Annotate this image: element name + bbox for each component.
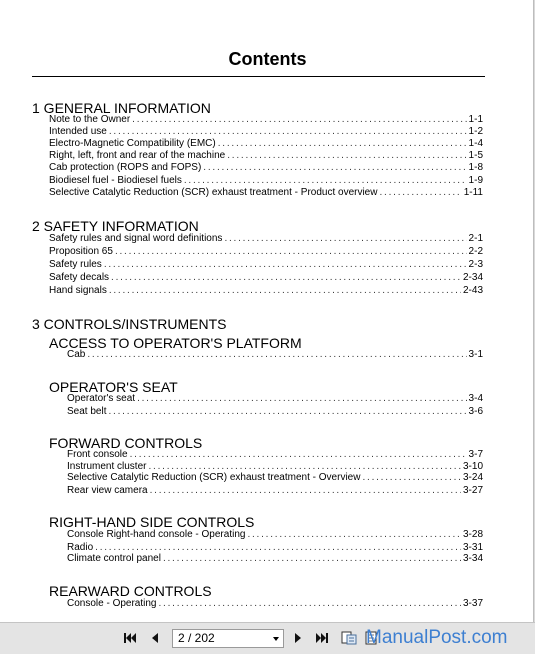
toc-entry-label: Safety rules: [49, 259, 102, 270]
section-heading: 1 GENERAL INFORMATION: [32, 100, 211, 116]
toc-entry[interactable]: [49, 285, 483, 297]
fit-page-icon[interactable]: [341, 631, 357, 645]
toc-entry[interactable]: [49, 233, 483, 245]
contents-title: Contents: [228, 49, 307, 69]
toc-entry[interactable]: [49, 259, 483, 271]
page-selector[interactable]: [172, 629, 284, 648]
toc-entry-page: 1-1: [468, 114, 483, 125]
last-page-icon[interactable]: [314, 631, 330, 645]
toc-entry-page: 3-7: [468, 449, 483, 460]
toc-entry-page: 3-24: [462, 472, 483, 483]
toc-entry-label: Cab: [67, 349, 86, 360]
toc-entry-label: Hand signals: [49, 285, 107, 296]
toc-entry-label: Intended use: [49, 126, 107, 137]
toc-entry[interactable]: [67, 393, 483, 405]
toc-entry-label: Rear view camera: [67, 485, 148, 496]
toc-entry[interactable]: [67, 598, 483, 610]
toc-entry-label: Climate control panel: [67, 553, 161, 564]
toc-entry-label: Operator's seat: [67, 393, 136, 404]
toc-entry-page: 3-1: [468, 349, 483, 360]
toc-entry-page: 2-2: [468, 246, 483, 257]
toc-entry-page: 2-43: [462, 285, 483, 296]
toc-entry[interactable]: [67, 529, 483, 541]
toc-entry-page: 1-5: [468, 150, 483, 161]
toc-entry-page: 1-9: [468, 175, 483, 186]
subsection-heading: FORWARD CONTROLS: [49, 435, 203, 451]
toc-entry[interactable]: [49, 175, 483, 187]
toc-entry-page: 2-1: [468, 233, 483, 244]
toc-entry-label: Right, left, front and rear of the machine: [49, 150, 226, 161]
toc-entry[interactable]: [67, 472, 483, 484]
previous-page-icon[interactable]: [147, 631, 163, 645]
toc-entry-label: Safety rules and signal word definitions: [49, 233, 223, 244]
toc-entry-label: Console - Operating: [67, 598, 157, 609]
toc-entry-page: 3-27: [462, 485, 483, 496]
toc-entry-page: 2-3: [468, 259, 483, 270]
section-heading: 3 CONTROLS/INSTRUMENTS: [32, 316, 227, 332]
toc-entry[interactable]: [49, 150, 483, 162]
toc-entry[interactable]: [49, 187, 483, 199]
toc-entry[interactable]: [49, 162, 483, 174]
toc-entry-label: Front console: [67, 449, 128, 460]
toc-entry[interactable]: [49, 126, 483, 138]
toc-entry-label: Selective Catalytic Reduction (SCR) exhaust treatment - Overview: [67, 472, 361, 483]
first-page-icon[interactable]: [122, 631, 138, 645]
toc-entry[interactable]: [49, 246, 483, 258]
toc-entry-page: 3-34: [462, 553, 483, 564]
toc-entry-label: Proposition 65: [49, 246, 113, 257]
toc-entry-page: 1-2: [468, 126, 483, 137]
toc-entry-label: Instrument cluster: [67, 461, 147, 472]
toc-entry-page: 3-31: [462, 542, 483, 553]
toc-entry-page: 1-8: [468, 162, 483, 173]
chevron-down-icon: [273, 637, 279, 641]
section-heading: 2 SAFETY INFORMATION: [32, 218, 199, 234]
title-rule: [32, 76, 485, 77]
page-indicator: 2 / 202: [178, 631, 215, 645]
subsection-heading: REARWARD CONTROLS: [49, 583, 212, 599]
toc-entry-label: Console Right-hand console - Operating: [67, 529, 246, 540]
toc-entry[interactable]: [67, 406, 483, 418]
toc-entry-label: Radio: [67, 542, 94, 553]
toc-entry-page: 3-6: [468, 406, 483, 417]
subsection-heading: RIGHT-HAND SIDE CONTROLS: [49, 514, 255, 530]
toc-entry-page: 2-34: [462, 272, 483, 283]
toc-entry[interactable]: [67, 485, 483, 497]
toc-entry-label: Note to the Owner: [49, 114, 131, 125]
subsection-heading: OPERATOR'S SEAT: [49, 379, 178, 395]
toc-entry-page: 1-4: [468, 138, 483, 149]
toc-entry[interactable]: [67, 349, 483, 361]
toc-entry-label: Selective Catalytic Reduction (SCR) exhaust treatment - Product overview: [49, 187, 378, 198]
toc-entry[interactable]: [49, 138, 483, 150]
viewer-toolbar: [0, 622, 535, 654]
toc-entry-page: 3-37: [462, 598, 483, 609]
toc-entry[interactable]: [67, 553, 483, 565]
toc-entry-label: Cab protection (ROPS and FOPS): [49, 162, 202, 173]
subsection-heading: ACCESS TO OPERATOR'S PLATFORM: [49, 335, 302, 351]
toc-entry-page: 1-11: [463, 187, 483, 198]
toc-entry-page: 3-4: [468, 393, 483, 404]
toc-entry-page: 3-10: [462, 461, 483, 472]
toc-entry[interactable]: [49, 272, 483, 284]
toc-entry-page: 3-28: [462, 529, 483, 540]
next-page-icon[interactable]: [290, 631, 306, 645]
toc-entry[interactable]: [67, 449, 483, 461]
watermark-text: ManualPost.com: [366, 627, 508, 648]
toc-entry-label: Electro-Magnetic Compatibility (EMC): [49, 138, 216, 149]
toc-entry-label: Seat belt: [67, 406, 107, 417]
toc-entry-label: Safety decals: [49, 272, 110, 283]
toc-entry[interactable]: [49, 114, 483, 126]
toc-entry-label: Biodiesel fuel - Biodiesel fuels: [49, 175, 182, 186]
